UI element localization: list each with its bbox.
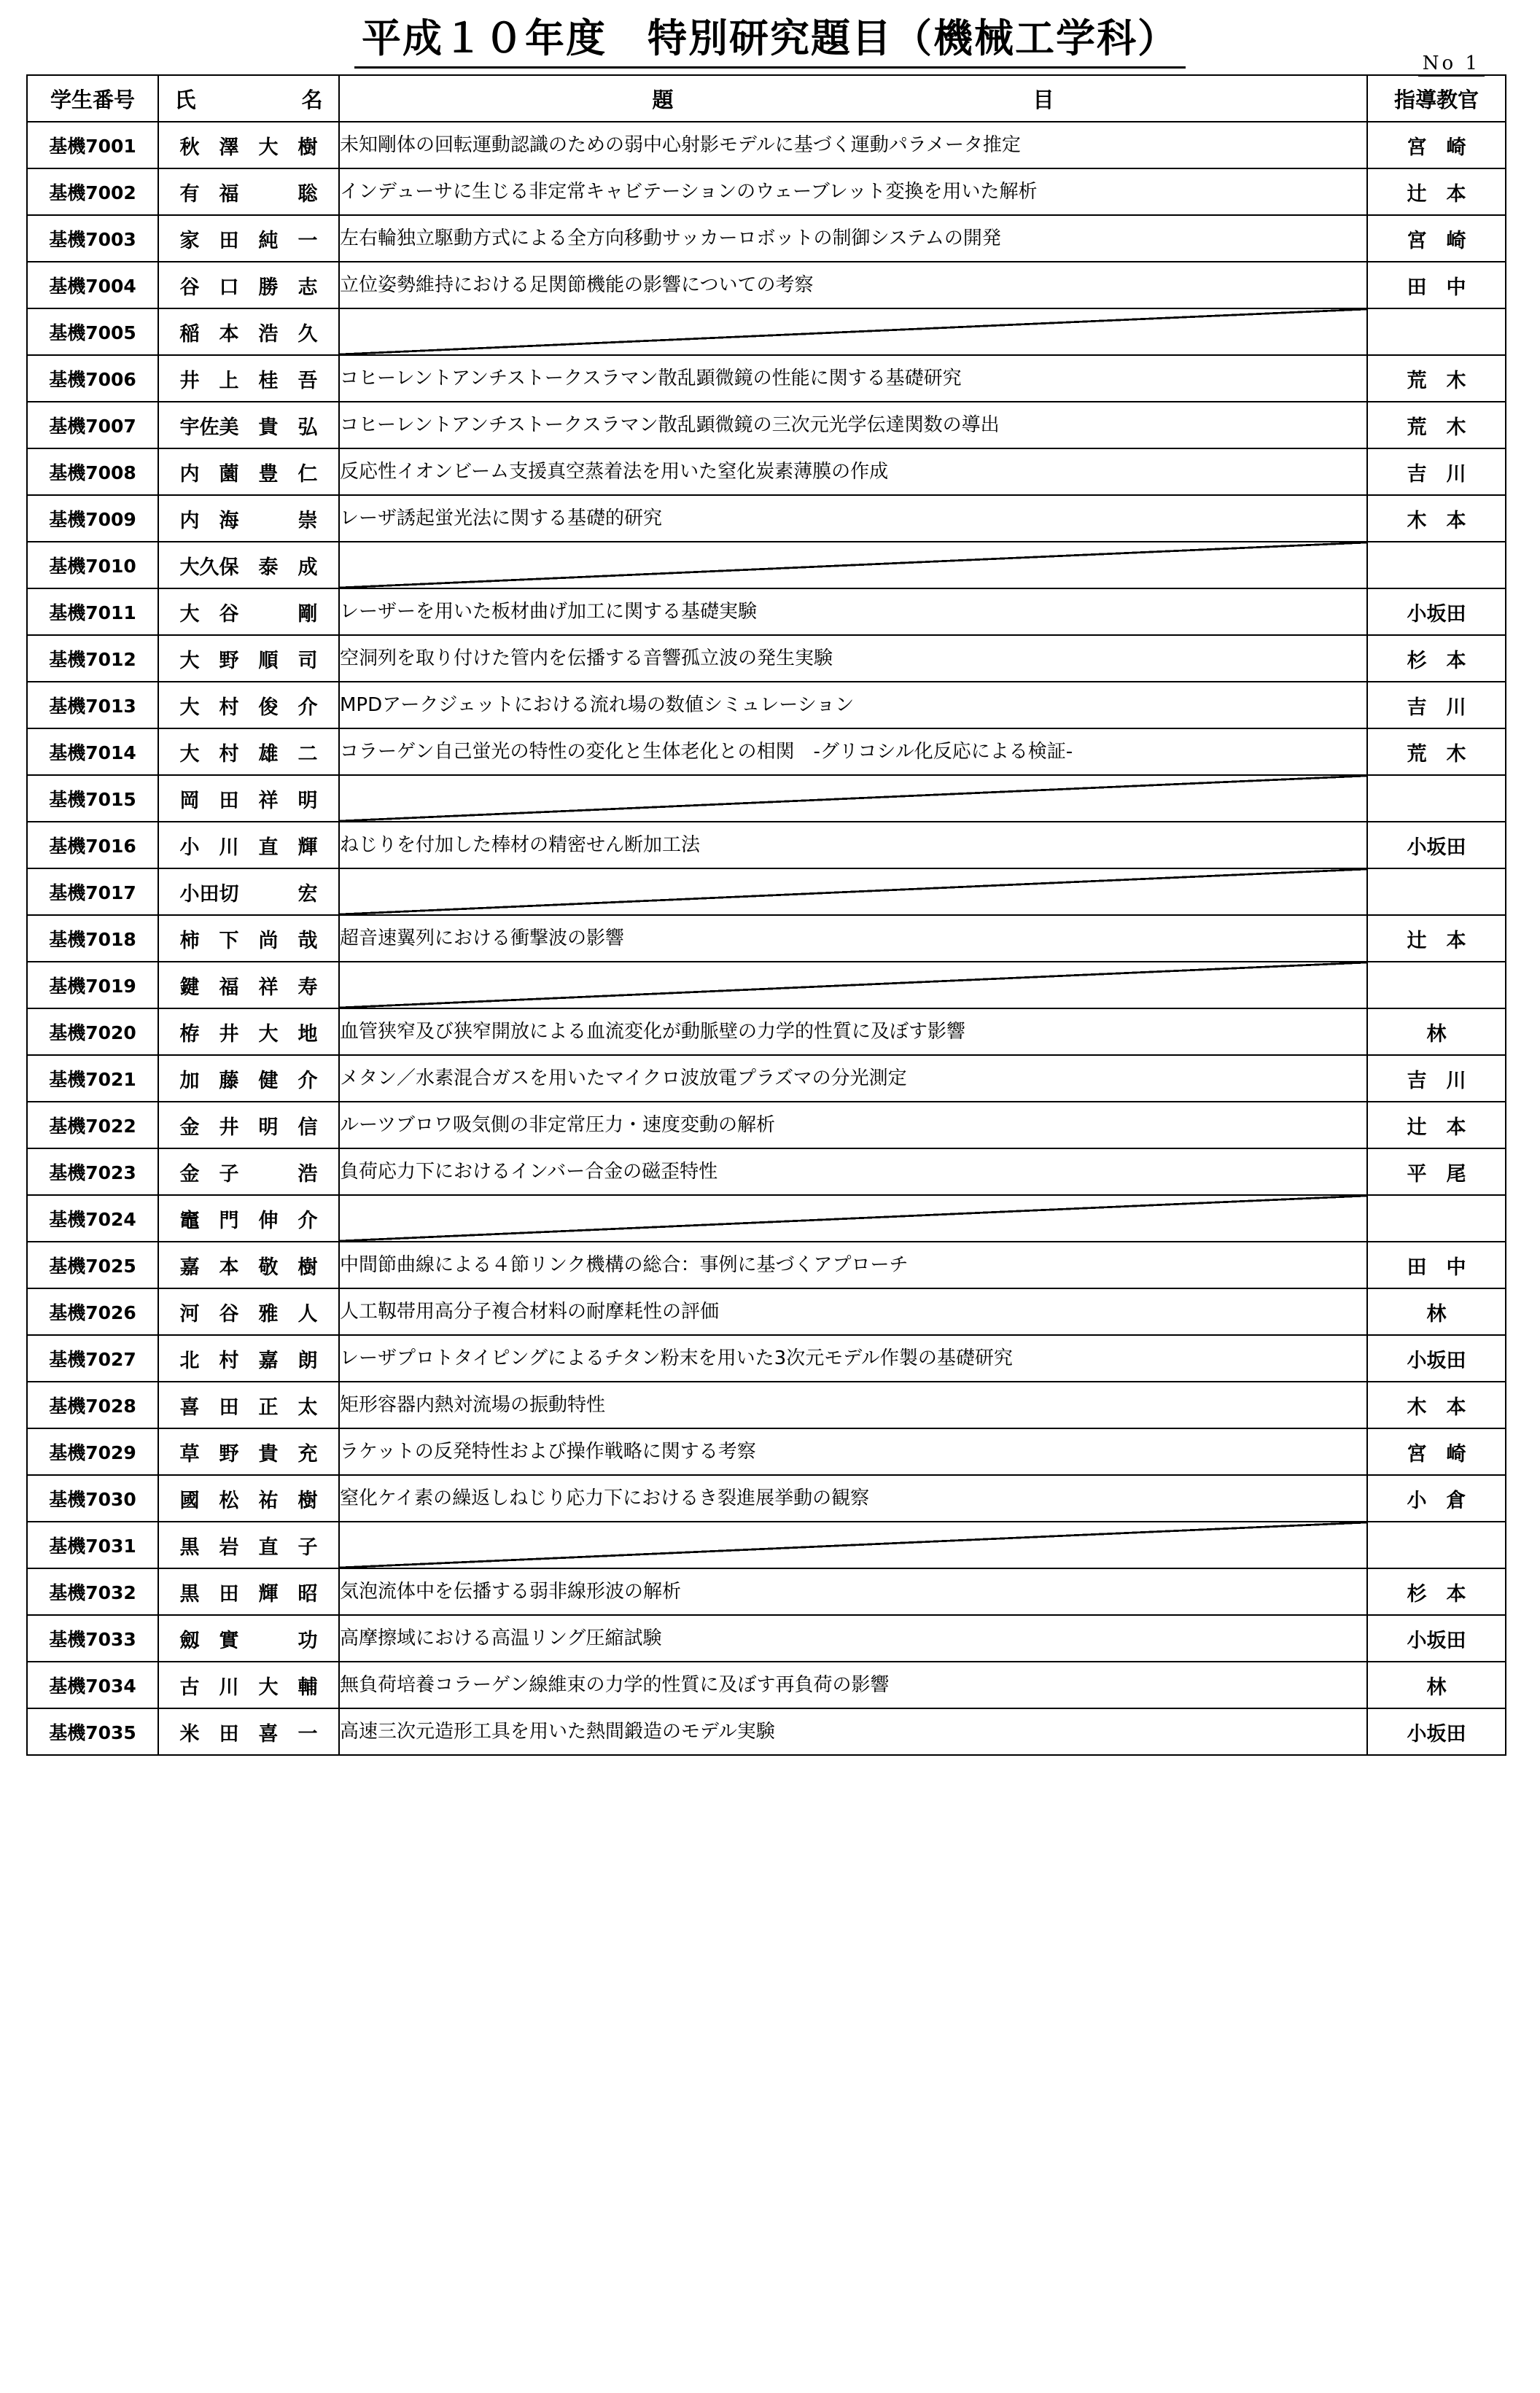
cell-name [158,1288,339,1335]
cell-advisor [1367,402,1506,448]
table-row [27,1148,1506,1195]
table-row [27,262,1506,308]
cell-student-id: 基機7016 [27,822,158,868]
name-text: 嘉 本 敬 樹 [179,1256,318,1279]
table-header [27,75,1506,122]
research-title-text: 負荷応力下におけるインバー合金の磁歪特性 [340,1160,718,1183]
cell-name [158,1662,339,1708]
name-text: 岡 田 祥 明 [179,789,318,812]
name-text: 有 福 聡 [179,182,318,206]
advisor-text: 木 本 [1407,1396,1466,1419]
cell-name [158,1428,339,1475]
name-text: 鍵 福 祥 寿 [179,976,318,999]
name-text: 大 村 俊 介 [179,696,318,719]
advisor-text: 辻 本 [1407,182,1466,206]
cell-research-title [339,448,1367,495]
research-title-text: ねじりを付加した棒材の精密せん断加工法 [340,833,701,856]
research-title-text: レーザプロトタイピングによるチタン粉末を用いた3次元モデル作製の基礎研究 [340,1347,1013,1369]
name-text: 大久保 泰 成 [179,556,318,579]
column-header-student-id: 学生番号 [27,75,158,122]
cell-research-title [339,1475,1367,1522]
cell-name [158,1382,339,1428]
table-row [27,308,1506,355]
cell-research-title [339,1615,1367,1662]
table-row [27,1055,1506,1102]
advisor-text: 宮 崎 [1407,1442,1466,1466]
cell-research-title-empty [339,308,1367,355]
cell-student-id: 基機7029 [27,1428,158,1475]
name-text: 加 藤 健 介 [179,1069,318,1092]
cell-student-id: 基機7019 [27,962,158,1008]
research-title-text: インデューサに生じる非定常キャビテーションのウェーブレット変換を用いた解析 [340,180,1038,203]
table-row [27,542,1506,588]
cell-name [158,448,339,495]
cell-student-id: 基機7015 [27,775,158,822]
name-text: 秋 澤 大 樹 [179,136,318,159]
research-title-text: 窒化ケイ素の繰返しねじり応力下におけるき裂進展挙動の観察 [340,1487,870,1509]
name-text: 黒 岩 直 子 [179,1536,318,1559]
table-row [27,728,1506,775]
cell-advisor [1367,868,1506,915]
advisor-text: 田 中 [1407,1256,1466,1279]
cell-research-title [339,1708,1367,1755]
cell-research-title [339,915,1367,962]
cell-student-id: 基機7020 [27,1008,158,1055]
advisor-text: 吉 川 [1407,462,1466,486]
cell-student-id: 基機7004 [27,262,158,308]
table-row [27,495,1506,542]
table-row [27,1708,1506,1755]
research-title-text: 気泡流体中を伝播する弱非線形波の解析 [340,1580,682,1603]
cell-research-title [339,822,1367,868]
cell-name [158,495,339,542]
cell-name [158,168,339,215]
cell-student-id: 基機7010 [27,542,158,588]
advisor-text: 辻 本 [1407,1116,1466,1139]
name-text: 小田切 宏 [179,882,318,906]
cell-advisor [1367,915,1506,962]
cell-student-id: 基機7034 [27,1662,158,1708]
advisor-text: 小坂田 [1407,836,1466,859]
name-text: 劔 實 功 [179,1629,318,1652]
cell-name [158,868,339,915]
advisor-text: 杉 本 [1407,1582,1466,1606]
cell-name [158,822,339,868]
cell-advisor [1367,308,1506,355]
name-text: 北 村 嘉 朗 [179,1349,318,1372]
research-title-text: 高摩擦域における高温リング圧縮試験 [340,1627,662,1649]
cell-advisor [1367,1568,1506,1615]
page-number-label: No [1422,52,1457,74]
cell-research-title [339,728,1367,775]
cell-research-title [339,262,1367,308]
cell-student-id: 基機7006 [27,355,158,402]
cell-research-title-empty [339,1195,1367,1242]
cell-name [158,1008,339,1055]
cell-advisor [1367,822,1506,868]
research-title-text: MPDアークジェットにおける流れ場の数値シミュレーション [340,693,855,716]
cell-advisor [1367,1102,1506,1148]
cell-name [158,1195,339,1242]
cell-advisor [1367,1055,1506,1102]
cell-name [158,635,339,682]
table-row [27,1615,1506,1662]
cell-student-id: 基機7014 [27,728,158,775]
cell-research-title [339,1335,1367,1382]
cell-name [158,1708,339,1755]
advisor-text: 小坂田 [1407,602,1466,626]
cell-research-title [339,588,1367,635]
cell-research-title [339,1008,1367,1055]
name-text: 大 村 雄 二 [179,742,318,766]
table-row [27,588,1506,635]
advisor-text: 杉 本 [1407,649,1466,672]
cell-research-title [339,1148,1367,1195]
name-text: 米 田 喜 一 [179,1722,318,1746]
cell-advisor [1367,355,1506,402]
cell-advisor [1367,495,1506,542]
research-title-text: 未知剛体の回転運動認識のための弱中心射影モデルに基づく運動パラメータ推定 [340,133,1021,156]
cell-research-title [339,1055,1367,1102]
table-row [27,1662,1506,1708]
cell-research-title [339,1382,1367,1428]
cell-advisor [1367,1615,1506,1662]
page-number-value: 1 [1465,52,1480,74]
cell-research-title [339,1568,1367,1615]
column-header-name: 氏 名 [158,75,339,122]
cell-student-id: 基機7023 [27,1148,158,1195]
table-row [27,1568,1506,1615]
name-text: 大 野 順 司 [179,649,318,672]
table-row [27,1522,1506,1568]
cell-advisor [1367,1148,1506,1195]
cell-name [158,1568,339,1615]
cell-research-title [339,495,1367,542]
research-title-text: レーザ誘起蛍光法に関する基礎的研究 [340,507,663,529]
table-row [27,1335,1506,1382]
research-title-text: 無負荷培養コラーゲン線維束の力学的性質に及ぼす再負荷の影響 [340,1673,890,1696]
table-row [27,635,1506,682]
cell-research-title [339,402,1367,448]
cell-student-id: 基機7025 [27,1242,158,1288]
cell-name [158,1242,339,1288]
cell-advisor [1367,962,1506,1008]
cell-student-id: 基機7001 [27,122,158,168]
cell-advisor [1367,682,1506,728]
cell-student-id: 基機7009 [27,495,158,542]
table-body [27,122,1506,1755]
cell-research-title [339,682,1367,728]
name-text: 家 田 純 一 [179,229,318,252]
cell-advisor [1367,1382,1506,1428]
cell-name [158,775,339,822]
cell-student-id: 基機7011 [27,588,158,635]
cell-name [158,1522,339,1568]
table-row [27,1475,1506,1522]
advisor-text: 吉 川 [1407,1069,1466,1092]
table-row [27,1242,1506,1288]
cell-advisor [1367,448,1506,495]
name-text: 柿 下 尚 哉 [179,929,318,952]
cell-student-id: 基機7003 [27,215,158,262]
research-title-text: メタン／水素混合ガスを用いたマイクロ波放電プラズマの分光測定 [340,1067,907,1089]
advisor-text: 荒 木 [1407,416,1466,439]
advisor-text: 林 [1426,1022,1447,1046]
cell-advisor [1367,262,1506,308]
cell-research-title [339,122,1367,168]
cell-name [158,542,339,588]
cell-name [158,1475,339,1522]
cell-research-title [339,355,1367,402]
research-title-text: 空洞列を取り付けた管内を伝播する音響孤立波の発生実験 [340,647,833,669]
cell-research-title-empty [339,775,1367,822]
advisor-text: 林 [1426,1302,1447,1326]
research-title-text: 立位姿勢維持における足関節機能の影響についての考察 [340,273,814,296]
cell-advisor [1367,1195,1506,1242]
cell-student-id: 基機7035 [27,1708,158,1755]
table-row [27,402,1506,448]
research-title-text: 矩形容器内熱対流場の振動特性 [340,1393,606,1416]
page-number [1418,52,1485,77]
advisor-text: 小 倉 [1407,1489,1466,1512]
advisor-text: 林 [1426,1676,1447,1699]
name-text: 谷 口 勝 志 [179,276,318,299]
research-title-text: 左右輪独立駆動方式による全方向移動サッカーロボットの制御システムの開発 [340,227,1001,249]
name-text: 栫 井 大 地 [179,1022,318,1046]
cell-advisor [1367,728,1506,775]
cell-advisor [1367,1288,1506,1335]
name-text: 國 松 祐 樹 [179,1489,318,1512]
research-topics-table [26,74,1506,1756]
name-text: 竈 門 伸 介 [179,1209,318,1232]
table-header-row [27,75,1506,122]
name-text: 内 薗 豊 仁 [179,462,318,486]
column-header-title: 題 目 [339,75,1367,122]
cell-advisor [1367,215,1506,262]
cell-research-title-empty [339,1522,1367,1568]
table-row [27,1008,1506,1055]
title-row [26,7,1514,74]
table-row [27,215,1506,262]
cell-advisor [1367,1522,1506,1568]
cell-name [158,728,339,775]
table-row [27,448,1506,495]
cell-student-id: 基機7030 [27,1475,158,1522]
cell-advisor [1367,588,1506,635]
cell-research-title [339,1428,1367,1475]
cell-student-id: 基機7002 [27,168,158,215]
cell-name [158,215,339,262]
name-text: 大 谷 剛 [179,602,318,626]
cell-student-id: 基機7033 [27,1615,158,1662]
research-title-text: 高速三次元造形工具を用いた熱間鍛造のモデル実験 [340,1720,775,1743]
cell-student-id: 基機7028 [27,1382,158,1428]
cell-student-id: 基機7032 [27,1568,158,1615]
table-row [27,1195,1506,1242]
table-row [27,775,1506,822]
cell-research-title [339,215,1367,262]
page-title: 平成１０年度 特別研究題目（機械工学科） [354,7,1186,69]
advisor-text: 荒 木 [1407,742,1466,766]
name-text: 古 川 大 輔 [179,1676,318,1699]
cell-advisor [1367,1475,1506,1522]
table-row [27,1102,1506,1148]
cell-name [158,262,339,308]
cell-student-id: 基機7012 [27,635,158,682]
cell-advisor [1367,635,1506,682]
table-row [27,682,1506,728]
cell-advisor [1367,1008,1506,1055]
advisor-text: 吉 川 [1407,696,1466,719]
name-text: 金 井 明 信 [179,1116,318,1139]
cell-advisor [1367,542,1506,588]
research-title-text: 中間節曲線による４節リンク機構の総合：事例に基づくアプローチ [340,1253,909,1276]
advisor-text: 平 尾 [1407,1162,1466,1186]
research-title-text: 人工靱帯用高分子複合材料の耐摩耗性の評価 [340,1300,720,1323]
cell-name [158,1148,339,1195]
name-text: 喜 田 正 太 [179,1396,318,1419]
cell-name [158,308,339,355]
cell-research-title [339,1288,1367,1335]
table-row [27,1382,1506,1428]
name-text: 草 野 貴 充 [179,1442,318,1466]
table-row [27,355,1506,402]
name-text: 河 谷 雅 人 [179,1302,318,1326]
cell-name [158,402,339,448]
cell-research-title [339,168,1367,215]
research-title-text: レーザーを用いた板材曲げ加工に関する基礎実験 [340,600,758,623]
table-row [27,122,1506,168]
cell-name [158,588,339,635]
cell-research-title [339,635,1367,682]
cell-research-title-empty [339,542,1367,588]
advisor-text: 宮 崎 [1407,229,1466,252]
cell-research-title [339,1102,1367,1148]
cell-name [158,915,339,962]
table-row [27,168,1506,215]
advisor-text: 荒 木 [1407,369,1466,392]
cell-name [158,1615,339,1662]
cell-student-id: 基機7026 [27,1288,158,1335]
table-row [27,915,1506,962]
cell-advisor [1367,1242,1506,1288]
name-text: 黒 田 輝 昭 [179,1582,318,1606]
cell-name [158,355,339,402]
cell-advisor [1367,775,1506,822]
research-title-text: 血管狭窄及び狭窄開放による血流変化が動脈壁の力学的性質に及ぼす影響 [340,1020,966,1043]
research-title-text: ラケットの反発特性および操作戦略に関する考察 [340,1440,756,1463]
cell-student-id: 基機7018 [27,915,158,962]
table-row [27,962,1506,1008]
cell-research-title [339,1662,1367,1708]
cell-student-id: 基機7013 [27,682,158,728]
research-title-text: コラーゲン自己蛍光の特性の変化と生体老化との相関 -グリコシル化反応による検証- [340,740,1073,763]
cell-name [158,682,339,728]
table-row [27,1428,1506,1475]
cell-student-id: 基機7021 [27,1055,158,1102]
cell-advisor [1367,1428,1506,1475]
name-text: 稲 本 浩 久 [179,322,318,346]
cell-student-id: 基機7007 [27,402,158,448]
advisor-text: 小坂田 [1407,1629,1466,1652]
advisor-text: 小坂田 [1407,1349,1466,1372]
cell-student-id: 基機7008 [27,448,158,495]
advisor-text: 宮 崎 [1407,136,1466,159]
advisor-text: 小坂田 [1407,1722,1466,1746]
table-row [27,822,1506,868]
cell-research-title-empty [339,868,1367,915]
table-row [27,868,1506,915]
cell-name [158,1055,339,1102]
advisor-text: 辻 本 [1407,929,1466,952]
cell-name [158,962,339,1008]
cell-name [158,1102,339,1148]
cell-student-id: 基機7024 [27,1195,158,1242]
cell-advisor [1367,1708,1506,1755]
cell-name [158,122,339,168]
name-text: 金 子 浩 [179,1162,318,1186]
cell-advisor [1367,1662,1506,1708]
name-text: 内 海 崇 [179,509,318,532]
cell-name [158,1335,339,1382]
name-text: 井 上 桂 吾 [179,369,318,392]
research-title-text: 反応性イオンビーム支援真空蒸着法を用いた窒化炭素薄膜の作成 [340,460,889,483]
table-row [27,1288,1506,1335]
cell-advisor [1367,168,1506,215]
cell-student-id: 基機7005 [27,308,158,355]
cell-research-title [339,1242,1367,1288]
cell-student-id: 基機7027 [27,1335,158,1382]
cell-advisor [1367,1335,1506,1382]
name-text: 宇佐美 貴 弘 [179,416,318,439]
research-title-text: ルーツブロワ吸気側の非定常圧力・速度変動の解析 [340,1113,775,1136]
research-title-text: コヒーレントアンチストークスラマン散乱顕微鏡の三次元光学伝達関数の導出 [340,413,1000,436]
advisor-text: 木 本 [1407,509,1466,532]
column-header-advisor: 指導教官 [1367,75,1506,122]
cell-advisor [1367,122,1506,168]
name-text: 小 川 直 輝 [179,836,318,859]
advisor-text: 田 中 [1407,276,1466,299]
cell-student-id: 基機7031 [27,1522,158,1568]
research-title-text: 超音速翼列における衝撃波の影響 [340,927,625,949]
cell-research-title-empty [339,962,1367,1008]
research-title-text: コヒーレントアンチストークスラマン散乱顕微鏡の性能に関する基礎研究 [340,367,962,389]
cell-student-id: 基機7022 [27,1102,158,1148]
cell-student-id: 基機7017 [27,868,158,915]
